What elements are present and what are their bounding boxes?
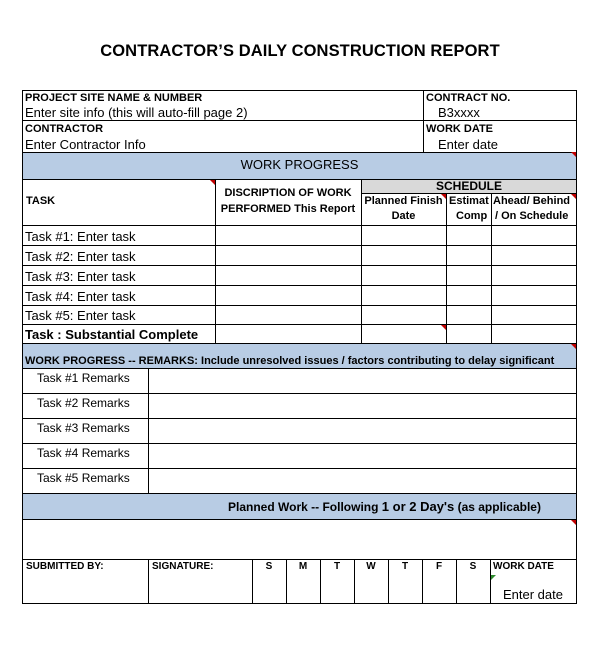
col-estimated-line1: Estimat bbox=[449, 195, 489, 207]
day-friday[interactable]: F bbox=[435, 561, 443, 572]
work-progress-title: WORK PROGRESS bbox=[240, 157, 359, 172]
submitted-by-label: SUBMITTED BY: bbox=[26, 561, 104, 572]
comment-marker-icon bbox=[210, 180, 215, 185]
remarks-row-4[interactable]: Task #4 Remarks bbox=[37, 446, 130, 460]
planned-work-days: 1 or 2 Day's bbox=[381, 499, 455, 514]
col-ahead-line2: / On Schedule bbox=[495, 210, 569, 222]
col-task: TASK bbox=[26, 195, 56, 207]
task-row-3[interactable]: Task #3: Enter task bbox=[25, 269, 136, 284]
report-title: CONTRACTOR’S DAILY CONSTRUCTION REPORT bbox=[100, 42, 500, 60]
comment-marker-icon bbox=[441, 325, 446, 330]
project-label: PROJECT SITE NAME & NUMBER bbox=[25, 92, 203, 104]
contractor-field[interactable]: Enter Contractor Info bbox=[25, 137, 146, 152]
comment-marker-icon bbox=[571, 152, 576, 157]
col-ahead-line1: Ahead/ Behind bbox=[493, 195, 571, 207]
planned-work-prefix: Planned Work -- Following bbox=[228, 500, 382, 514]
col-planned-line1: Planned Finish bbox=[364, 195, 443, 207]
work-date-label: WORK DATE bbox=[426, 123, 494, 135]
col-description-line1: DISCRIPTION OF WORK bbox=[224, 187, 352, 199]
planned-work-suffix: (as applicable) bbox=[454, 500, 541, 514]
task-row-substantial-complete[interactable]: Task : Substantial Complete bbox=[25, 327, 199, 342]
task-row-1[interactable]: Task #1: Enter task bbox=[25, 229, 136, 244]
col-planned-line2: Date bbox=[391, 210, 416, 222]
remarks-row-1[interactable]: Task #1 Remarks bbox=[37, 371, 130, 385]
note-marker-icon bbox=[491, 575, 496, 580]
schedule-label: SCHEDULE bbox=[435, 179, 502, 193]
project-field[interactable]: Enter site info (this will auto-fill page 2) bbox=[25, 105, 248, 120]
remarks-row-5[interactable]: Task #5 Remarks bbox=[37, 471, 130, 485]
task-row-4[interactable]: Task #4: Enter task bbox=[25, 289, 136, 304]
remarks-header-text: Include unresolved issues / factors contributing to delay significant bbox=[197, 355, 555, 367]
day-monday[interactable]: M bbox=[298, 561, 308, 572]
contractor-label: CONTRACTOR bbox=[25, 123, 104, 135]
signature-label: SIGNATURE: bbox=[152, 561, 214, 572]
task-row-2[interactable]: Task #2: Enter task bbox=[25, 249, 136, 264]
footer-work-date-label: WORK DATE bbox=[493, 561, 554, 572]
remarks-header bbox=[25, 356, 554, 367]
remarks-header-prefix: WORK PROGRESS -- REMARKS: bbox=[25, 355, 198, 367]
col-estimated-line2: Comp bbox=[456, 210, 488, 222]
contract-field[interactable]: B3xxxx bbox=[438, 105, 480, 120]
comment-marker-icon bbox=[571, 344, 576, 349]
work-date-field[interactable]: Enter date bbox=[438, 137, 498, 152]
comment-marker-icon bbox=[571, 194, 576, 199]
comment-marker-icon bbox=[441, 194, 446, 199]
contract-label: CONTRACT NO. bbox=[426, 92, 511, 104]
task-row-5[interactable]: Task #5: Enter task bbox=[25, 308, 136, 323]
footer-work-date-field[interactable]: Enter date bbox=[503, 587, 563, 602]
day-thursday[interactable]: T bbox=[401, 561, 409, 572]
col-description-line2: PERFORMED This Report bbox=[220, 203, 356, 215]
planned-work-area[interactable] bbox=[23, 520, 576, 559]
remarks-row-3[interactable]: Task #3 Remarks bbox=[37, 421, 130, 435]
comment-marker-icon bbox=[571, 520, 576, 525]
day-saturday[interactable]: S bbox=[469, 561, 477, 572]
day-sunday[interactable]: S bbox=[265, 561, 273, 572]
day-tuesday[interactable]: T bbox=[333, 561, 341, 572]
remarks-row-2[interactable]: Task #2 Remarks bbox=[37, 396, 130, 410]
planned-work-title bbox=[228, 500, 541, 513]
day-wednesday[interactable]: W bbox=[366, 561, 376, 572]
